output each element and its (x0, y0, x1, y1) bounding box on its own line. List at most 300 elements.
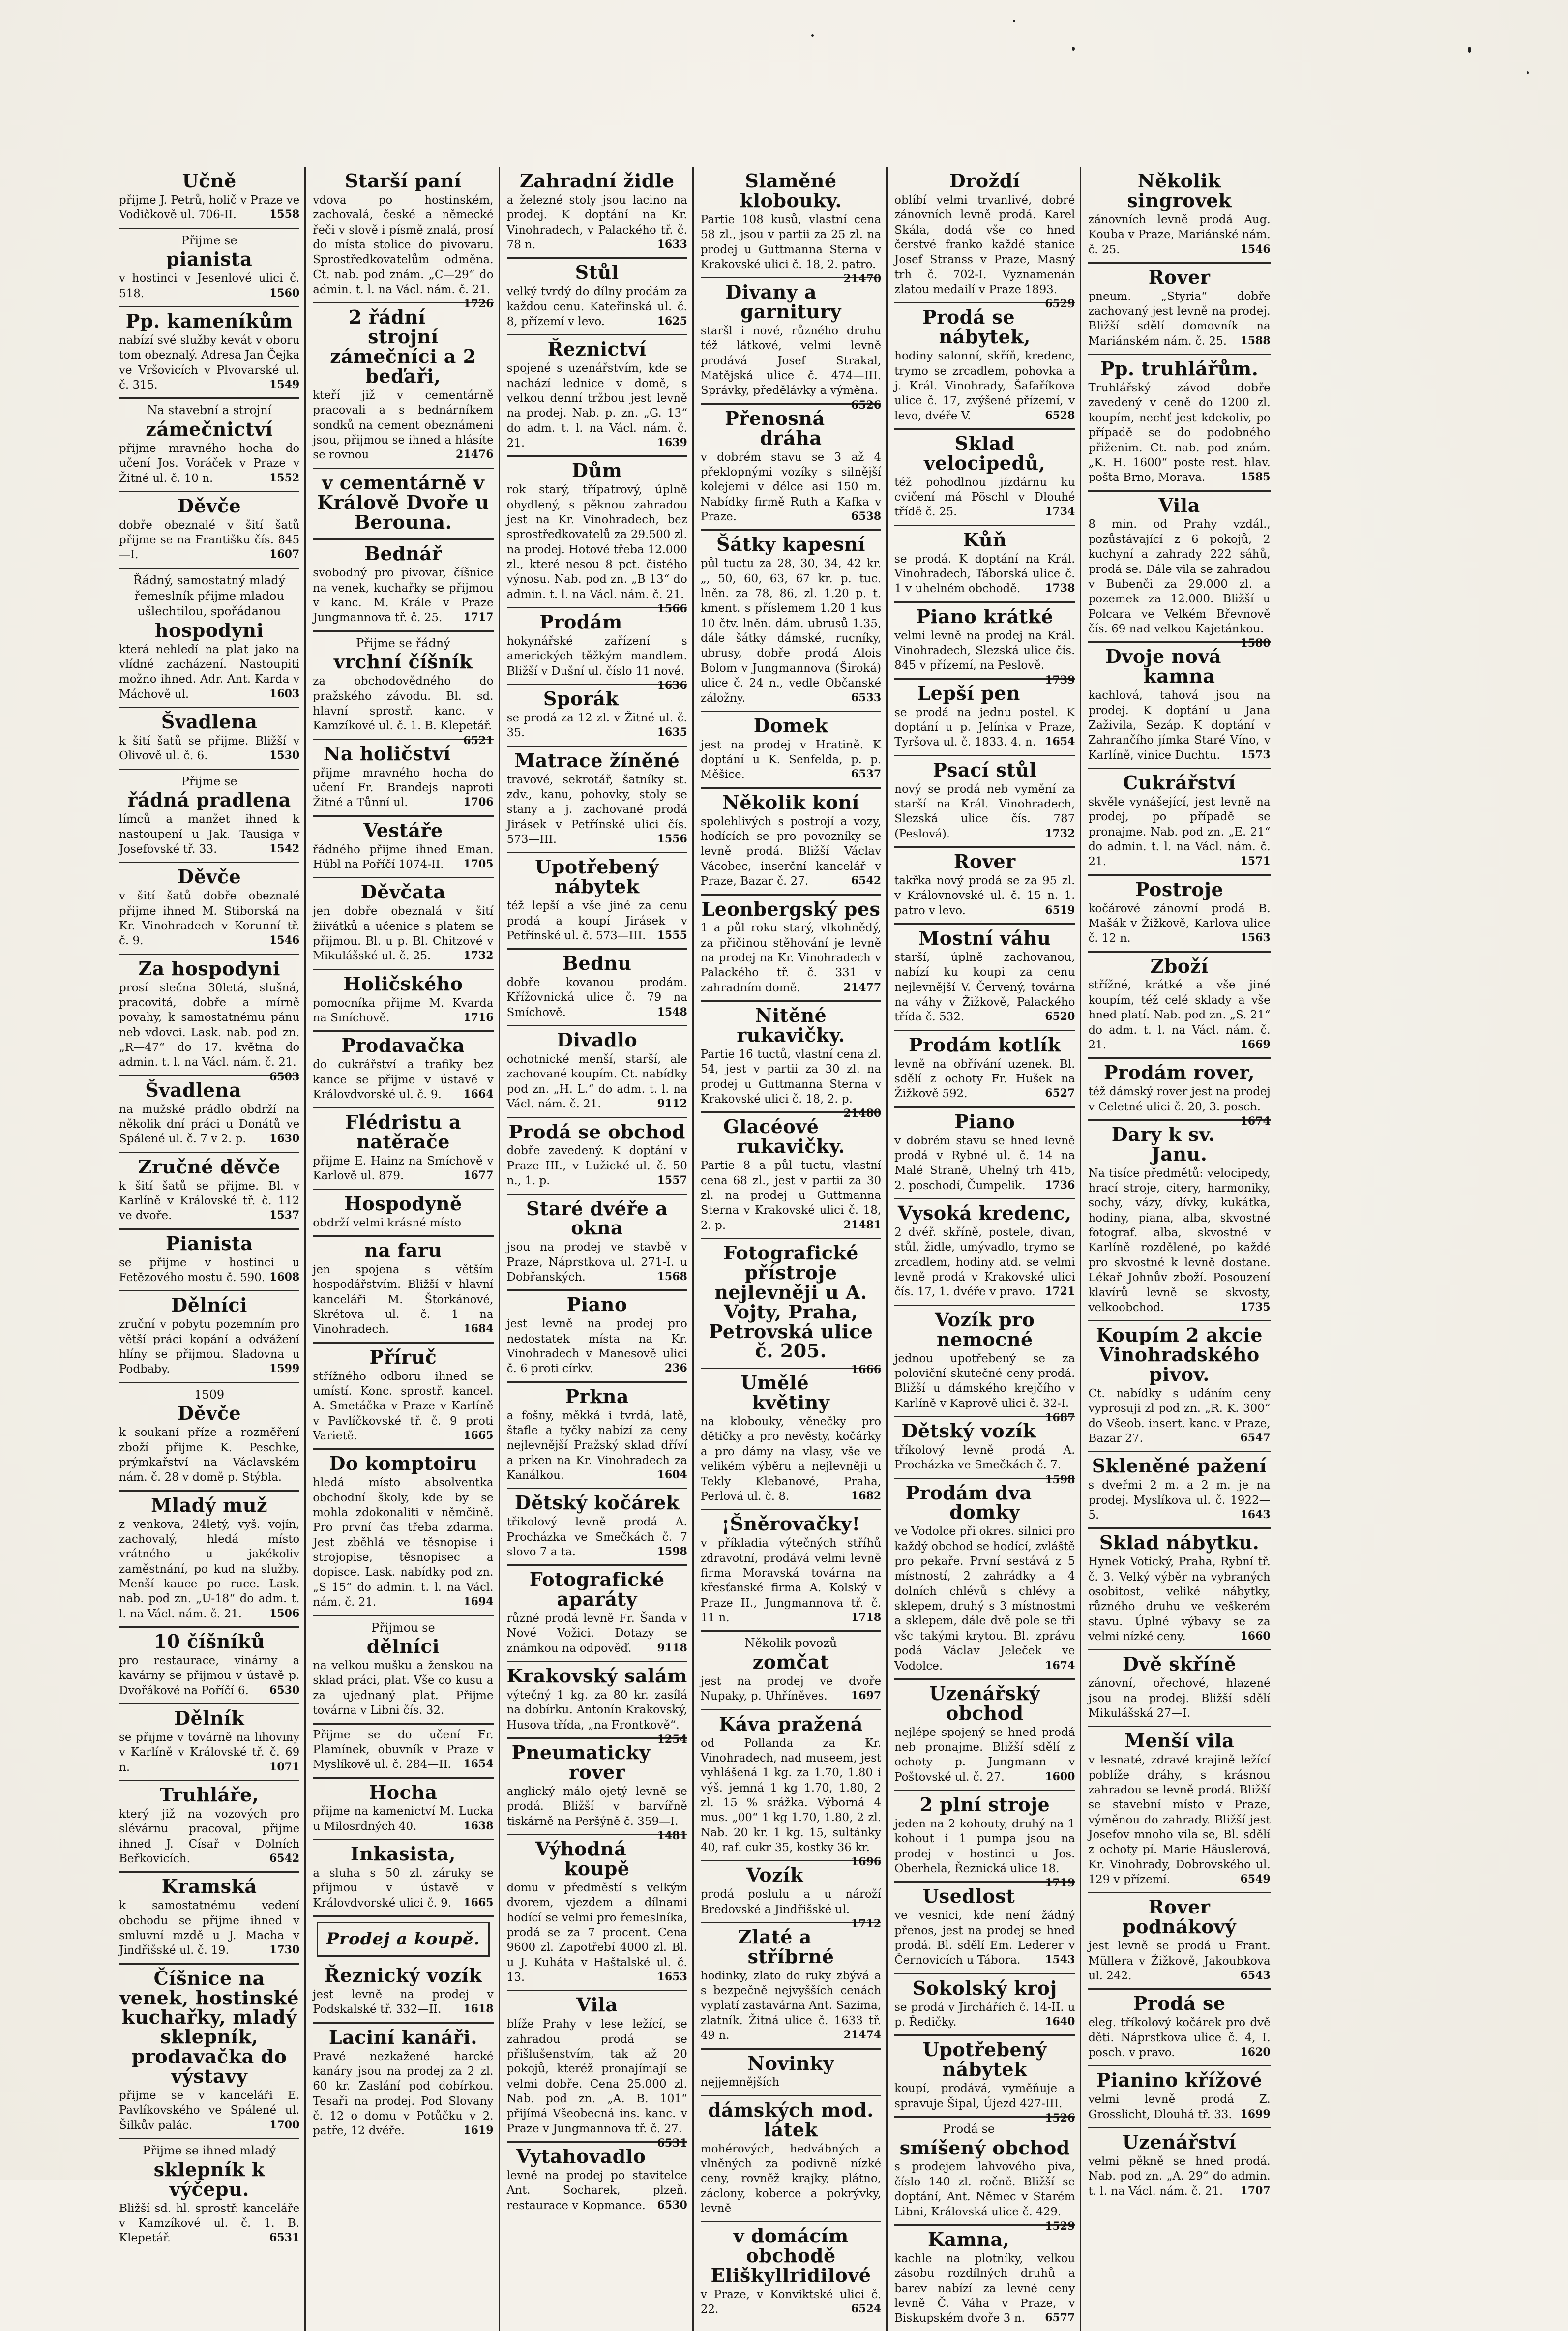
ad-body (1088, 2015, 1270, 2060)
ad-number: 1697 (851, 1689, 882, 1703)
ad-number: 1660 (1240, 1630, 1271, 1643)
ad-body (701, 1158, 881, 1233)
ad-heading: 10 číšníků (153, 1630, 265, 1653)
ad-heading: Skleněné pažení (1092, 1455, 1267, 1477)
ad-prefix: Přijmou se (371, 1620, 435, 1635)
ad-body (313, 1987, 493, 2017)
ad-text: nový se prodá neb vymění za starší na Král. Vinohradech, Slezská ulice čís. 787 (Peslová). (894, 782, 1075, 840)
ad-body (119, 1807, 299, 1866)
ad-text: Pravé nezkažené harcké kanáry jsou na prodej za 2 zl. 60 kr. Zaslání pod dobírkou. Tesaři na prodej. Pod Slovany č. 12 o domu v Potůčku v 2. patře, 12 dvéře. (313, 2050, 494, 2138)
ad-heading: Dělníci (171, 1294, 247, 1316)
ad-text: jest levně se prodá u Frant. Müllera v Žižkově, Jakoubkova ul. 242. (1088, 1940, 1271, 1982)
ad-heading: Vila (576, 1994, 618, 2016)
speck (1072, 47, 1075, 51)
ad-heading: vrchní číšník (333, 651, 473, 673)
classified-ad (119, 1383, 299, 1492)
ad-heading: v domácím obchodě Eliškyllridilové (710, 2225, 871, 2287)
speck (1013, 20, 1015, 22)
ad-heading: Výhodná koupě (535, 1838, 630, 1880)
ad-body (701, 814, 881, 889)
ad-text: střížné, krátké a vše jiné koupím, též celé sklady a vše hned platí. Nab. pod zn. „S. 21“ do adm. t. l. na Václ. nám. č. 21. (1088, 979, 1271, 1051)
ad-heading: Několik koní (722, 791, 859, 813)
column-5 (891, 167, 1081, 2331)
ad-number: 1526 (1045, 2111, 1075, 2124)
ad-text: eleg. tříkolový kočárek pro dvě děti. Náprstkova ulice č. 4, I. posch. v pravo. (1088, 2016, 1271, 2059)
ad-text: ochotnické menší, starší, ale zachované koupím. Ct. nabídky pod zn. „H. L.“ do adm. t. l. na Václ. nám. č. 21. (506, 1053, 687, 1111)
ad-heading: sklepník k výčepu. (153, 2158, 265, 2200)
ad-text: přijme na kamenictví M. Lucka u Milosrdných 40. (313, 1805, 494, 1833)
ad-text: jen spojena s větším hospodářstvím. Bližší v hlavní kanceláři M. Štorkánové, Skrétova ul. č. 1 na Vinohradech. (313, 1263, 494, 1336)
ad-text: Přijme se do učení Fr. Plamínek, obuvník v Praze v Myslíkově ul. č. 284—II. (313, 1728, 494, 1771)
ad-number: 6537 (851, 768, 882, 781)
ad-body (119, 333, 299, 392)
ad-prefix: Přijme se (181, 233, 237, 247)
ad-number: 21481 (843, 1218, 882, 1231)
ad-heading: Kůň (963, 528, 1007, 551)
ad-heading: Rover (953, 850, 1016, 873)
ad-text: k šití šatů se přijme. Bl. v Karlíně v Královské tř. č. 112 ve dvoře. (119, 1179, 300, 1223)
ad-heading: Děvčata (360, 881, 446, 903)
classified-ad (119, 1873, 299, 1964)
ad-number: 1573 (1240, 748, 1271, 761)
ad-body (894, 950, 1075, 1025)
ad-body (119, 441, 299, 486)
ad-body (507, 1143, 687, 1188)
ad-prefix: Několik povozů (744, 1636, 837, 1650)
ad-number: 1548 (657, 1005, 687, 1018)
ad-body (119, 518, 299, 563)
ad-heading: Vestáře (363, 819, 443, 841)
ad-text: nabízí své služby kevát v oboru tom obeznalý. Adresa Jan Čejka ve Vršovicích v Plvovarské ul. č. 315. (119, 333, 300, 391)
ad-number: 1739 (1045, 673, 1075, 687)
ad-number: 1600 (1045, 1770, 1075, 1783)
classified-ad (894, 1680, 1075, 1791)
ad-heading: Truhláře, (159, 1784, 259, 1806)
ad-heading: Vysoká kredenc, (897, 1202, 1072, 1225)
ad-text: Na tisíce předmětů: velocipedy, hrací stroje, citery, harmoniky, sochy, vázy, dívky, kukátka, hodiny, piana, alba, skvostné fotograf. alba, skvostné v Karlíně rozdělené, po každé pro skvostné k levně dostane. Lékař Johnův zboží. Posouzení klavírů levně se skvosty, velkoobchod. (1088, 1166, 1271, 1314)
ad-body (1088, 901, 1270, 946)
ad-number: 6531 (657, 2137, 687, 2150)
ad-heading: Fotografické aparáty (529, 1568, 665, 1611)
classified-ad (894, 167, 1075, 311)
ad-heading: pianista (166, 248, 253, 270)
ad-body (313, 1057, 493, 1102)
classified-ad (119, 1965, 299, 2139)
ad-number: 1726 (463, 298, 494, 311)
ad-body (894, 475, 1075, 520)
ad-body (700, 212, 882, 286)
ad-heading: Švadlena (145, 1078, 241, 1101)
classified-ad (701, 405, 881, 531)
ad-body (1088, 1084, 1271, 1128)
ad-body (507, 1240, 687, 1285)
ad-number: 1664 (463, 1087, 494, 1101)
classified-ad (1088, 264, 1270, 355)
ad-number: 1738 (1045, 582, 1075, 595)
ad-text: oblíbí velmi trvanlivé, dobré zánovních levně prodá. Karel Skála, dodá vše co hned čerstvé franko každé stanice Josef Stranss v Praze, Masný trh č. 702-I. Vyznamenán zlatou medailí v Praze 1893. (894, 193, 1075, 297)
ad-number: 6521 (463, 734, 494, 747)
ad-body (1088, 978, 1270, 1052)
classified-ad (701, 1113, 881, 1239)
ad-number: 236 (664, 1362, 687, 1375)
classified-ad (506, 1739, 687, 1843)
ad-heading: 2 plní stroje (919, 1793, 1050, 1816)
classified-ad (894, 303, 1075, 430)
ad-text: velmi pěkně se hned prodá. Nab. pod zn. „A. 29“ do admin. t. l. na Václ. nám. č. 21. (1088, 2154, 1271, 2198)
classified-ad (119, 229, 299, 307)
classified-ad (119, 708, 299, 770)
ad-heading: Řeznictví (547, 338, 647, 360)
ad-body (313, 996, 493, 1026)
ad-body (313, 2049, 493, 2139)
classified-ad (313, 632, 494, 747)
ad-number: 1588 (1240, 334, 1271, 347)
classified-ad (1088, 876, 1270, 953)
ad-body (506, 1688, 687, 1746)
ad-text: jednou upotřebený se za poloviční skutečné ceny prodá. Bližší u dámského krejčího v Karlíně v Kaprově ulici č. 32-I. (894, 1352, 1075, 1410)
ad-body (507, 1052, 687, 1111)
ad-heading: Prkna (565, 1385, 629, 1407)
ad-body (1088, 517, 1271, 650)
ad-heading: Pianino křížové (1096, 2069, 1263, 2092)
classified-ad (506, 608, 687, 692)
ad-heading: Zlaté a stříbrné (738, 1925, 834, 1968)
ad-heading: Uzenářství (1122, 2130, 1237, 2153)
ad-text: kteří již v cementárně pracovali a s bednárníkem sondků na cement obeznámeni jsou, přijmou se ihned a hlásíte se rovnou (313, 388, 494, 462)
classified-ad (701, 1632, 881, 1710)
section-banner: Prodej a koupě. (317, 1922, 489, 1957)
classified-ad (1088, 1321, 1270, 1452)
classified-ad (894, 1883, 1075, 1974)
ad-body (119, 734, 299, 764)
ad-body (119, 1653, 299, 1698)
ad-body (313, 1866, 493, 1911)
classified-ad (1088, 1727, 1270, 1893)
ad-number: 1666 (851, 1363, 882, 1376)
ad-text: spojené s uzenářstvím, kde se nachází lednice v domě, s velkou denní tržbou jest levně na prodej. Nab. p. zn. „G. 13“ do adm. t. l. na Václ. nám. č. 21. (506, 362, 687, 449)
classified-ad (313, 469, 493, 540)
ad-heading: Pp. kameníkům (125, 309, 293, 332)
ad-text: hodinky, zlato do ruky zbývá a s bezpečně nejvyšších cenách vyplatí zastavárna Ant. Sazima, zlatník. Žitná ulice č. 1633 tř. 49 n. (700, 1969, 882, 2042)
classified-ad (701, 1369, 881, 1510)
ad-text: v šití šatů dobře obeznalé přijme ihned M. Stiborská na Kr. Vinohradech v Korunní tř. č. 9. (119, 890, 300, 948)
ad-heading: Prodám dva domky (905, 1481, 1032, 1524)
ad-body (700, 324, 882, 412)
ad-body (119, 271, 299, 301)
ad-number: 6526 (851, 398, 882, 412)
ad-text: se přijme v hostinci u Fetězového mostu č. 590. (119, 1256, 300, 1284)
classified-ad (507, 1195, 687, 1291)
ad-text: a železné stoly jsou lacino na prodej. K doptání na Kr. Vinohradech, v Palackého tř. č. 78 n. (506, 193, 687, 251)
ad-text: blíže Prahy v lese ležící, se zahradou prodá se přišlušenstvím, tak až 20 pokojů, kteréž pronajímají se velmi dobře. Cena 25.000 zl. Nab. pod zn. „A. B. 101“ přijímá Všeobecná ins. kanc. v Praze v Jungmannova tř. č. 27. (506, 2018, 687, 2135)
classified-ad (119, 1781, 299, 1873)
ad-number: 1530 (269, 749, 300, 762)
ad-heading: Dům (572, 459, 622, 482)
ad-heading: Prodá se obchod (508, 1120, 685, 1143)
ad-number: 1732 (463, 949, 494, 962)
ad-number: 1566 (657, 602, 687, 616)
ad-number: 1734 (1045, 505, 1075, 518)
classified-ad (701, 2050, 881, 2096)
ad-number: 1696 (851, 1855, 882, 1869)
ad-heading: Prodavačka (341, 1034, 465, 1057)
classified-ad (894, 756, 1075, 848)
ad-heading: Učně (182, 170, 237, 192)
ad-body (313, 1658, 493, 1718)
ad-text: hodiny salonní, skříň, kredenc, trymo se zrcadlem, pohovka a j. Král. Vinohrady, Šafaříkova ulice č. 17, zvýšené přízemí, v levo, dvéře V. (894, 350, 1075, 422)
ad-text: svobodný pro pivovar, číšnice na venek, kuchařky se přijmou v kanc. M. Krále v Praze Jungmannova tř. č. 25. (313, 567, 494, 625)
ad-number: 6524 (851, 2302, 882, 2316)
column-1 (116, 167, 306, 2331)
ad-text: jeden na 2 kohouty, druhý na 1 kohout i 1 pumpa jsou na prodej v hostinci u Jos. Oberhela, Řeznická ulice 18. (894, 1818, 1075, 1876)
ad-text: pomocníka přijme M. Kvarda na Smíchově. (313, 996, 494, 1024)
ad-body (119, 889, 299, 948)
ad-heading: Prodám (539, 611, 622, 633)
ad-body (313, 388, 493, 463)
ad-body (313, 1216, 493, 1230)
column-2 (310, 167, 500, 2331)
ad-heading: Laciní kanáři. (328, 2026, 477, 2048)
ad-prefix: Na stavební a strojní (147, 403, 272, 418)
classified-ad (507, 167, 687, 259)
ad-text: Partie 16 tuctů, vlastní cena zl. 54, jest v partii za 30 zl. na prodej u Guttmanna Sterna v Krakovské ulici č. 18, 2. p. (700, 1047, 882, 1106)
ad-number: 1603 (269, 687, 300, 700)
ad-heading: Upotřebený nábytek (535, 856, 659, 898)
ad-body (313, 674, 494, 747)
ad-text: 1 a půl roku starý, vlkohnědý, za přičinou stěhování je levně na prodej na Kr. Vinohradech v Palackého tř. č. 331 v zahradním domě. (700, 922, 882, 994)
ad-heading: Piano (954, 1110, 1015, 1133)
ad-number: 1542 (269, 842, 300, 856)
ad-text: v hostinci v Jesenlové ulici č. 518. (119, 272, 300, 300)
ad-text: obdrží velmi krásné místo (313, 1216, 462, 1229)
ad-body (701, 1674, 881, 1704)
ad-body (1088, 212, 1270, 257)
ad-number: 21477 (843, 981, 882, 994)
ad-heading: Vila (1158, 494, 1200, 516)
ad-number: 1563 (1240, 931, 1271, 945)
ad-heading: Stůl (575, 261, 619, 284)
ad-body (119, 1898, 299, 1958)
ad-number: 1638 (463, 1819, 494, 1832)
column-3 (504, 167, 694, 2331)
ad-text: mohérových, hedvábných a vlněných za podivně nízké ceny, rovněž krajky, plátno, záclony, koberce a pokrývky, levně (700, 2142, 882, 2215)
ad-number: 1700 (269, 2118, 300, 2131)
ad-body (119, 1425, 299, 1485)
ad-body (507, 1316, 687, 1376)
ad-number: 1598 (1045, 1473, 1075, 1486)
ad-heading: Prodám rover, (1103, 1061, 1255, 1084)
ad-body (894, 193, 1075, 311)
classified-ad (1088, 1529, 1270, 1650)
ad-heading: Hocha (369, 1781, 438, 1803)
ad-body (1088, 2092, 1270, 2122)
ad-heading: smíšený obchod (899, 2136, 1070, 2159)
ad-heading: Zboží (1150, 955, 1209, 977)
ad-heading: Bednář (364, 542, 442, 565)
speck (1527, 71, 1529, 74)
ad-text: jsou na prodej ve stavbě v Praze, Náprstkova ul. 271-I. u Dobřanských. (506, 1241, 687, 1284)
ad-heading: Leonbergský pes (701, 897, 881, 920)
ad-text: na klobouky, věnečky pro dětičky a pro nevěsty, kočárky a pro dámy na vlasy, vše ve velikém výběru a nejlevněji u Tekly Klebanové, Praha, Perlová ul. č. 8. (700, 1415, 882, 1503)
ad-number: 1665 (463, 1429, 494, 1442)
ad-heading: zámečnictví (146, 418, 273, 440)
ad-body (894, 2081, 1075, 2124)
ad-text: travové, sekrotář, šatníky st. zdv., kanu, pohovky, stoly se stany a j. zachované prodá Jirásek v Petřínské ulici čís. 573—III. (506, 773, 687, 846)
ad-text: s prodejem lahvového piva, číslo 140 zl. ročně. Bližší se doptání, Ant. Němec v Starém Libni, Královská ulice č. 429. (894, 2160, 1075, 2218)
ad-number: 1721 (1045, 1285, 1075, 1298)
classified-ad (1088, 2128, 1270, 2204)
ad-number: 1537 (269, 1209, 300, 1222)
classified-ad (313, 1344, 493, 1450)
ad-body (506, 2017, 687, 2150)
classified-ad (701, 531, 881, 712)
ad-number: 1716 (463, 1011, 494, 1024)
classified-ad (313, 2024, 493, 2144)
ad-body (701, 2075, 881, 2090)
ad-heading: Upotřebený nábytek (922, 2038, 1047, 2081)
ad-body (507, 773, 687, 847)
ad-heading: Sklad nábytku. (1099, 1531, 1260, 1554)
ad-number: 1620 (1240, 2045, 1271, 2059)
ad-prefix: 1509 (194, 1387, 225, 1402)
classified-ad (1088, 643, 1270, 769)
ad-number: 1549 (269, 378, 300, 391)
ad-body (1088, 688, 1270, 763)
classified-ad (119, 1076, 299, 1153)
ad-text: v příkladia výtečných stříhů zdravotní, prodává velmi levně firma Moravská továrna na křesťanské firma A. Kolský v Praze II., Jungmannova tř. č. 11 n. (700, 1537, 882, 1624)
ad-body (894, 1134, 1075, 1193)
ad-heading: Koupím 2 akcie Vinohradského pivov. (1096, 1324, 1263, 1386)
ad-heading: Hospodyně (344, 1192, 462, 1215)
classified-ad (507, 685, 687, 747)
ad-heading: Vytahovadlo (516, 2145, 646, 2168)
ad-body (701, 738, 881, 782)
ad-number: 1618 (463, 2002, 494, 2016)
ad-text: k šití šatů se přijme. Bližší v Olivově ul. č. 6. (119, 735, 300, 763)
ad-number: 1071 (269, 1760, 300, 1773)
ad-text: přijme E. Hainz na Smíchově v Karlově ul. 879. (313, 1155, 494, 1183)
ad-text: přijme mravného hocha do učení Jos. Voráček v Praze v Žitné ul. č. 10 n. (119, 442, 300, 485)
classified-ad (119, 1492, 299, 1628)
classified-ad (894, 526, 1075, 603)
ad-heading: Děvče (178, 494, 241, 517)
ad-body (507, 193, 687, 252)
classified-ad (894, 1791, 1075, 1890)
classified-ad (313, 970, 493, 1032)
ad-heading: Kramská (161, 1875, 257, 1898)
ad-text: hokynářské zařízení s amerických těžkým mandlem. Bližší v Dušní ul. číslo 11 nové. (506, 635, 687, 678)
classified-ad (1088, 953, 1270, 1059)
ad-number: 1653 (657, 1970, 687, 1983)
ad-number: 1718 (851, 1611, 882, 1624)
ad-body (313, 1154, 493, 1184)
ad-body (1088, 1386, 1270, 1446)
ad-number: 1639 (657, 436, 687, 449)
classified-ad (506, 457, 687, 616)
classified-ad (119, 863, 299, 955)
ad-text: různé prodá levně Fr. Šanda v Nové Vožici. Dotazy se známkou na odpověď. (506, 1612, 687, 1655)
ad-text: se prodá za 12 zl. v Žitné ul. č. 35. (506, 711, 687, 740)
ad-text: vdova po hostinském, zachovalá, české a německé řeči v slově i písmě znalá, prosí do místa stolice do pivovaru. Sprostředkovatelům odměna. Ct. nab. pod znám. „C—29“ do admin. t. l. na Václ. nám. č. 21. (313, 193, 494, 297)
ad-heading: Matrace žíněné (514, 749, 680, 772)
ad-body (313, 1728, 493, 1772)
ad-text: ve Vodolce při okres. silnici pro každý obchod se hodící, zvláště pro pekaře. První sestává z 5 místností, 2 zahrádky a 4 dolních chlévů s chlévy a sklepem, druhý s 3 místnostmi a sklepem, dále dvě pole se tři všc takými krytou. Bl. zprávu podá Václav Jeleček ve Vodolce. (894, 1525, 1075, 1673)
classified-ad (313, 1450, 493, 1616)
ad-number: 6533 (851, 691, 882, 704)
ad-body (894, 1725, 1075, 1785)
ad-number: 6547 (1240, 1432, 1271, 1445)
ad-heading: Divany a garnitury (725, 281, 842, 323)
classified-ad (507, 747, 687, 854)
ad-number: 6529 (1045, 298, 1075, 311)
ad-body (1088, 1753, 1270, 1887)
classified-ad (119, 307, 299, 399)
classified-ad (507, 1489, 687, 1566)
ad-number: 1694 (463, 1595, 494, 1609)
ad-number: 1674 (1045, 1659, 1075, 1672)
ad-body (506, 634, 687, 692)
classified-ad (119, 1628, 299, 1704)
classified-ad (894, 2118, 1075, 2233)
classified-ad (313, 1962, 493, 2024)
classified-ad (701, 2096, 881, 2223)
ad-number: 1707 (1240, 2184, 1271, 2197)
classified-ad (700, 278, 882, 412)
ad-body (506, 1784, 687, 1843)
ad-body (313, 193, 494, 311)
ad-body (119, 642, 299, 702)
ad-body (507, 898, 687, 943)
ad-heading: Menší vila (1124, 1730, 1235, 1752)
ad-prefix: Řádný, samostatný mladý řemeslník přijme mladou ušlechtilou, spořádanou (133, 573, 286, 619)
ad-body (507, 1515, 687, 1559)
classified-ad (313, 1032, 493, 1108)
ad-body (1088, 381, 1270, 485)
ad-number: 1556 (657, 833, 687, 846)
ad-heading: Do komptoiru (329, 1452, 477, 1475)
ad-text: též dámský rover jest na prodej v Celetné ulici č. 20, 3. posch. (1088, 1085, 1271, 1113)
ad-text: přijme mravného hocha do učení Fr. Brandejs naproti Žitné a Tůnní ul. (313, 766, 494, 809)
ad-heading: Dvoje nová kamna (1105, 645, 1222, 687)
classified-ad (313, 740, 493, 817)
ad-heading: Holičského (343, 972, 463, 995)
ad-body (119, 1317, 299, 1376)
ad-number: 1560 (269, 286, 300, 299)
ad-heading: Piano krátké (916, 605, 1054, 628)
ad-heading: Rover podnákový (1123, 1896, 1237, 1938)
ad-text: tříkolový levně prodá A. Procházka ve Smečkách č. 7. (894, 1443, 1075, 1472)
ad-number: 1580 (1240, 637, 1271, 650)
ad-text: rok starý, třípatrový, úplně obydlený, s pěknou zahradou jest na Kr. Vinohradech, bez sprostředkovatelů za 29.500 zl. na prodej. Hotové třeba 12.000 zl., které nesou 8 pct. čistého výnosu. Nab. pod zn. „B 13“ do admin. t. l. na Václ. nám. č. 21. (506, 483, 687, 601)
ad-number: 1604 (657, 1468, 687, 1482)
ad-body (894, 1225, 1075, 1300)
ad-heading: Starší paní (345, 170, 462, 192)
ad-body (701, 921, 881, 995)
ad-body (701, 1969, 881, 2043)
ad-body (507, 361, 687, 450)
ad-text: levně na obřívání uzenek. Bl. sdělí z ochoty Fr. Hušek na Žižkově 592. (894, 1057, 1075, 1101)
ad-text: od Pollanda za Kr. Vinohradech, nad museem, jest vyhlášená 1 kg. za 1.70, 1.80 i výš. jemná 1 kg 1.70, 1.80, 2 zl. 15 % srážka. Výborná 4 mus. „00“ 1 kg 1.70, 1.80, 2 zl. Nab. 20 kr. 1 kg. 15, sultánky 40, raf. cukr 35, kostky 36 kr. (700, 1736, 882, 1854)
ad-number: 1665 (463, 1896, 494, 1909)
ad-text: Ct. nabídky s udáním ceny vyprosuji zl pod zn. „R. K. 300“ do Všeob. insert. kanc. v Praze, Bazar 27. (1088, 1387, 1271, 1445)
ad-body (894, 1057, 1075, 1102)
ad-heading: Pneumaticky rover (511, 1741, 651, 1784)
ad-text: hledá místo absolventka obchodní školy, kde by se mohla zdokonaliti v němčině. Pro první čas třeba zdarma. Jest zběhlá ve těsnopise i strojopise, těsnopisec a dopisce. Lask. nabídky pod zn. „S 15“ do admin. t. l. na Václ. nám. č. 21. (313, 1476, 494, 1609)
ad-body (894, 2159, 1075, 2233)
classified-columns (116, 167, 1469, 2325)
ad-number: 6538 (851, 510, 882, 523)
ad-body (119, 812, 299, 857)
